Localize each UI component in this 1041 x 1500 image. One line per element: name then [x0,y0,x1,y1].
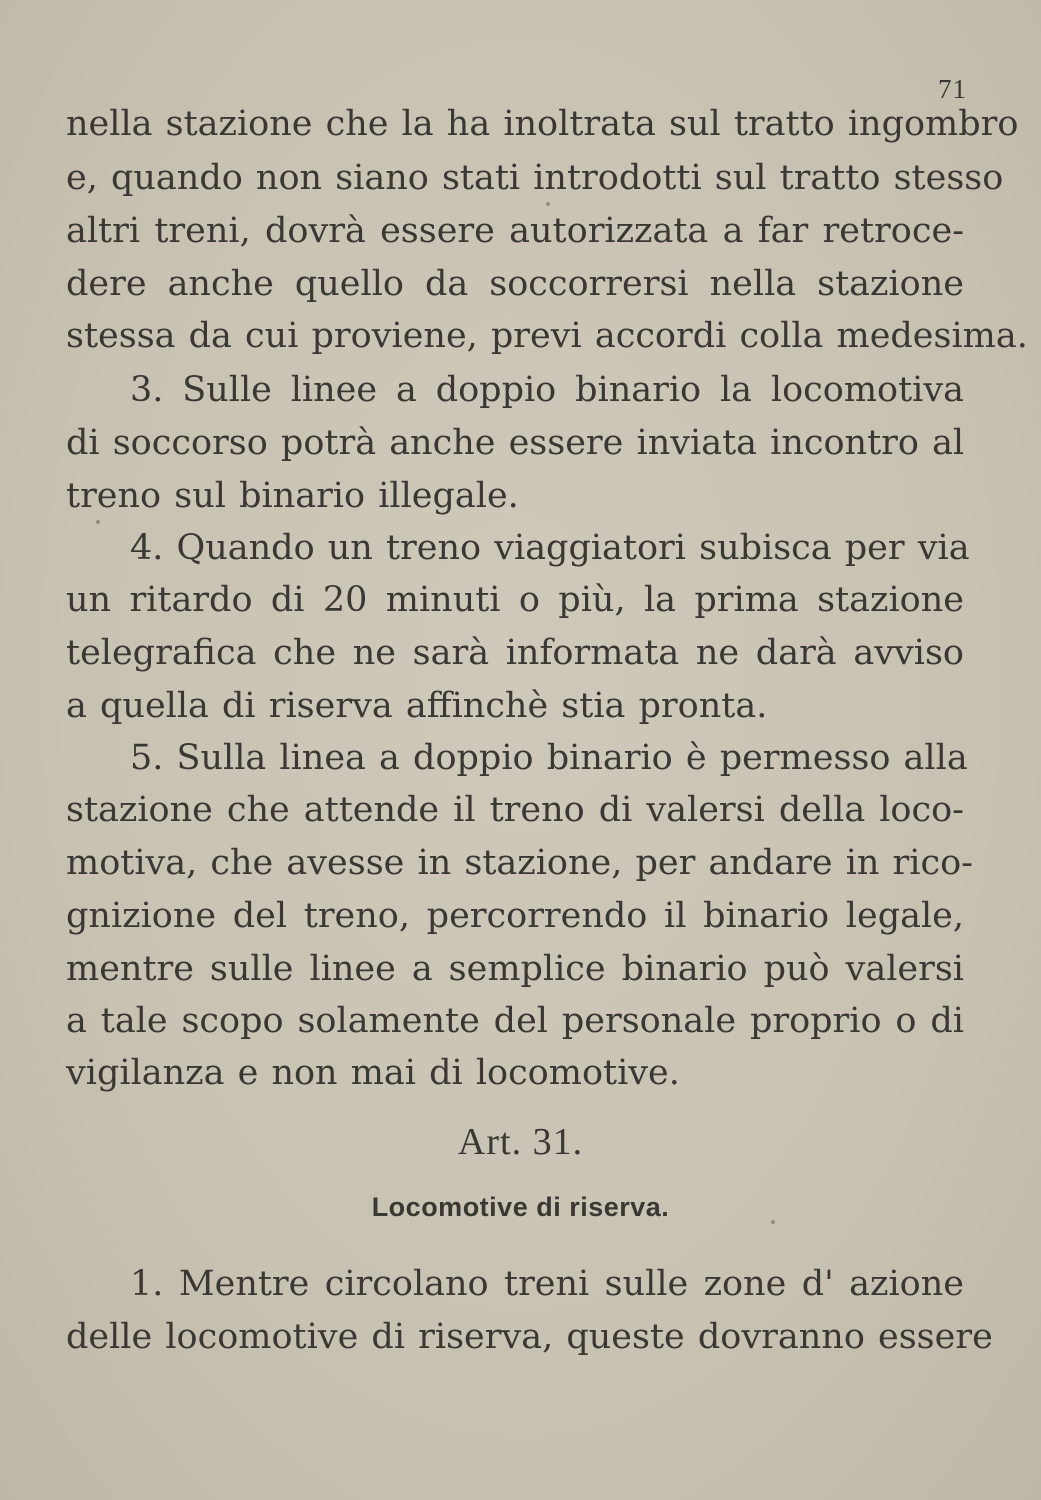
text-line: delle locomotive di riserva, queste dovranno essere [66,1317,993,1357]
text-line: a tale scopo solamente del personale proprio o di [66,1001,964,1041]
article-heading: Art. 31. [457,1121,584,1163]
paper-speck [546,202,550,206]
page-number: 71 [938,74,967,104]
article-subtitle: Locomotive di riserva. [371,1192,670,1222]
paper-speck [771,1220,775,1224]
text-line: di soccorso potrà anche essere inviata incontro al [66,423,965,463]
text-line: mentre sulle linee a semplice binario può valersi [66,949,964,989]
text-line: e, quando non siano stati introdotti sul tratto stesso [66,158,1004,198]
text-line: nella stazione che la ha inoltrata sul tratto ingombro [66,104,1019,144]
text-line: gnizione del treno, percorrendo il binario legale, [66,896,964,936]
text-line: un ritardo di 20 minuti o più, la prima stazione [66,580,964,620]
text-line: stazione che attende il treno di valersi della loco- [66,790,964,830]
text-line: vigilanza e non mai di locomotive. [66,1053,680,1093]
text-line: stessa da cui proviene, previ accordi colla medesima. [66,316,1028,356]
paper-speck [96,520,100,524]
text-line: treno sul binario illegale. [66,476,519,516]
text-line: dere anche quello da soccorrersi nella stazione [66,264,964,304]
text-line: 1. Mentre circolano treni sulle zone d' azione [130,1264,964,1304]
text-line: 4. Quando un treno viaggiatori subisca per via [130,528,970,568]
text-line: a quella di riserva affinchè stia pronta. [66,686,768,726]
text-line: 3. Sulle linee a doppio binario la locomotiva [130,370,964,410]
text-line: telegrafica che ne sarà informata ne darà avviso [66,633,964,673]
text-line: altri treni, dovrà essere autorizzata a far retroce- [66,211,964,251]
text-line: 5. Sulla linea a doppio binario è permesso alla [130,738,968,778]
text-line: motiva, che avesse in stazione, per andare in rico- [66,843,973,883]
